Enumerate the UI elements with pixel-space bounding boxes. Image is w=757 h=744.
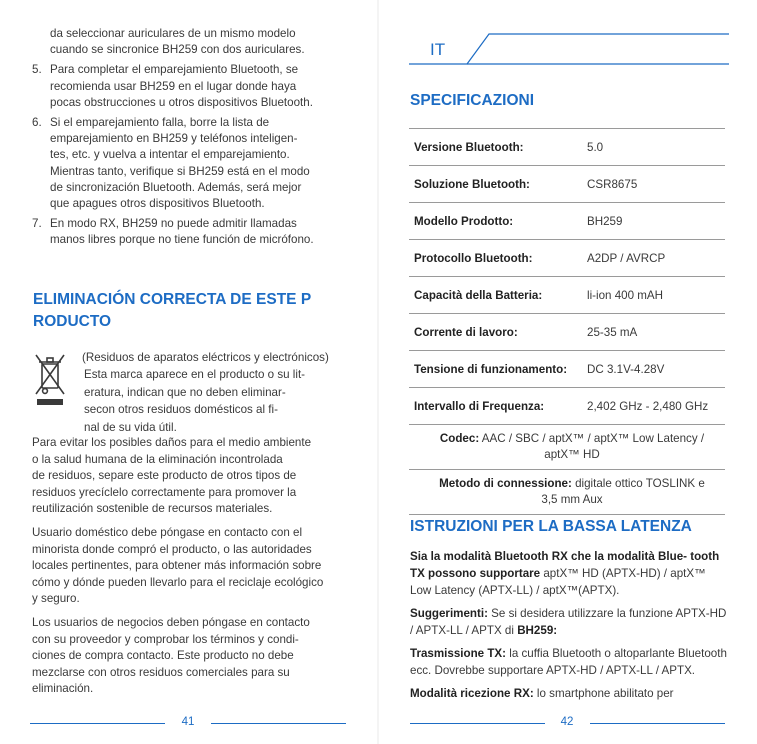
paragraph-line: ciones de compra contacto. Este producto no debe (32, 649, 294, 663)
step-line: pocas obstrucciones u otros dispositivos Bluetooth. (50, 95, 313, 109)
table-row (409, 388, 725, 425)
body-text: Se si desidera utilizzare la funzione APTX-HD / APTX-LL / APTX di (410, 607, 727, 637)
spec-value: digitale ottico TOSLINK e (575, 477, 705, 490)
page-number: 41 (181, 716, 195, 728)
language-tab-label: IT (430, 40, 446, 59)
table-row (409, 470, 725, 515)
paragraph-line: cómo y dónde pueden llevarlo para el reciclaje ecológico (32, 575, 324, 589)
footer-rule (30, 723, 165, 724)
paragraph (410, 685, 728, 702)
spec-key: Intervallo di Frequenza: (409, 388, 582, 425)
weee-line: Esta marca aparece en el producto o su lit- (84, 368, 306, 382)
bold-text: Trasmissione TX: (410, 647, 507, 660)
section-heading-low-latency: ISTRUZIONI PER LA BASSA LATENZA (410, 518, 692, 535)
spec-value: 3,5 mm Aux (541, 493, 603, 506)
section-heading-disposal (33, 289, 353, 333)
footer-rule (410, 723, 545, 724)
step-line: Para completar el emparejamiento Bluetooth, se (50, 63, 299, 77)
table-row (409, 240, 725, 277)
bold-text: Modalità ricezione RX: (410, 687, 534, 700)
spec-key: Soluzione Bluetooth: (409, 166, 582, 203)
step-line: Mientras tanto, verifique si BH259 está en el modo (50, 164, 310, 178)
paragraph (410, 605, 728, 639)
spec-key: Tensione di funzionamento: (409, 351, 582, 388)
paragraph-line: o la salud humana de la eliminación incontrolada (32, 452, 283, 466)
step-line: manos libres porque no tiene función de micrófono. (50, 233, 314, 247)
table-row (409, 351, 725, 388)
spec-value: CSR8675 (582, 166, 725, 203)
step-line: En modo RX, BH259 no puede admitir llamadas (50, 217, 297, 231)
spec-value: DC 3.1V-4.28V (582, 351, 725, 388)
numbered-steps (32, 26, 352, 253)
paragraph (32, 435, 352, 518)
weee-notice (82, 349, 352, 436)
page-right-content (379, 0, 757, 744)
paragraph (32, 615, 352, 698)
heading-line: RODUCTO (33, 313, 112, 330)
paragraph-line: mezclarse con otros residuos comerciales para su (32, 665, 290, 679)
paragraph-line: Usuario doméstico debe póngase en contacto con el (32, 525, 303, 539)
table-row (409, 425, 725, 470)
paragraph-line: Los usuarios de negocios deben póngase en contacto (32, 615, 310, 629)
step-number: 6. (32, 116, 42, 130)
paragraph-line: eliminación. (32, 682, 94, 696)
step-line: recomienda usar BH259 en el lugar donde haya (50, 79, 297, 93)
section-heading-specs: SPECIFICAZIONI (410, 92, 535, 109)
step-line: cuando se sincronice BH259 con dos auriculares. (50, 43, 305, 57)
weee-title: (Residuos de aparatos eléctricos y electrónicos) (82, 351, 329, 364)
paragraph (410, 645, 728, 679)
table-row (409, 166, 725, 203)
disposal-paragraphs (32, 435, 352, 705)
spec-key: Corrente di lavoro: (409, 314, 582, 351)
step-line: tes, etc. y vuelva a intentar el emparejamiento. (50, 148, 290, 162)
paragraph-line: Para evitar los posibles daños para el medio ambiente (32, 436, 312, 449)
spec-value: li-ion 400 mAH (582, 277, 725, 314)
weee-line: nal de su vida útil. (84, 420, 177, 434)
paragraph (410, 548, 728, 599)
table-row (409, 314, 725, 351)
footer-rule (590, 723, 725, 724)
step-line: Si el emparejamiento falla, borre la lista de (50, 116, 270, 130)
body-text: aptX™ HD (APTX-HD) / aptX™ Low Latency (APTX-LL) / aptX™(APTX). (410, 567, 706, 597)
spec-value: 5.0 (582, 129, 725, 166)
bold-text: Suggerimenti: (410, 607, 488, 620)
body-text: lo smartphone abilitato per (533, 687, 674, 700)
list-item (32, 216, 352, 248)
paragraph-line: locales pertinentes, para obtener más información sobre (32, 559, 322, 573)
step-number: 7. (32, 217, 42, 231)
step-number: 5. (32, 63, 42, 77)
paragraph (32, 525, 352, 608)
paragraph-line: y seguro. (32, 592, 80, 606)
list-item (32, 26, 352, 58)
table-row (409, 129, 725, 166)
footer-rule (211, 723, 346, 724)
list-item (32, 115, 352, 212)
table-row (409, 203, 725, 240)
spec-value: 25-35 mA (582, 314, 725, 351)
paragraph-line: de residuos, separe este producto de otros tipos de (32, 469, 297, 483)
codec-cell (409, 425, 725, 470)
step-line: emparejamiento en BH259 y teléfonos inteligen- (50, 132, 298, 146)
page-number: 42 (560, 716, 574, 728)
paragraph-line: con su proveedor y comprobar los términos y condi- (32, 632, 299, 646)
bold-text: Sia la modalità Bluetooth RX che la modalità Blue- tooth TX possono supportare (410, 550, 720, 580)
connection-cell (409, 470, 725, 515)
spec-value: AAC / SBC / aptX™ / aptX™ Low Latency / (481, 432, 705, 445)
spec-table (409, 128, 725, 515)
page-left (0, 0, 378, 744)
spec-value: aptX™ HD (544, 448, 600, 461)
list-item (32, 62, 352, 111)
spec-key: Codec: (439, 432, 480, 445)
table-row (409, 277, 725, 314)
step-line: da seleccionar auriculares de un mismo modelo (50, 27, 296, 40)
paragraph-line: minorista donde compró el producto, o las autoridades (32, 542, 312, 556)
paragraph-line: residuos yrecíclelo correctamente para promover la (32, 485, 297, 499)
paragraph-line: reutilización sostenible de recursos materiales. (32, 502, 273, 516)
spec-value: 2,402 GHz - 2,480 GHz (582, 388, 725, 425)
step-line: que apagues otros dispositivos Bluetooth. (50, 197, 265, 211)
spec-key: Modello Prodotto: (409, 203, 582, 240)
bold-text: BH259: (517, 624, 558, 637)
weee-line: eratura, indican que no deben eliminar- (84, 385, 286, 399)
spec-value: BH259 (582, 203, 725, 240)
spec-key: Versione Bluetooth: (409, 129, 582, 166)
low-latency-instructions (410, 548, 728, 708)
crossed-bin-icon (34, 352, 66, 406)
spec-key: Capacità della Batteria: (409, 277, 582, 314)
spec-value: A2DP / AVRCP (582, 240, 725, 277)
body-text: la cuffia Bluetooth o altoparlante Bluetooth ecc. Dovrebbe supportare APTX-HD / APTX-LL / APTX. (410, 647, 727, 677)
weee-line: secon otros residuos domésticos al fi- (84, 403, 278, 417)
heading-line: ELIMINACIÓN CORRECTA DE ESTE P (33, 291, 312, 308)
spec-key: Protocollo Bluetooth: (409, 240, 582, 277)
spec-key: Metodo di connessione: (439, 477, 572, 490)
step-line: de sincronización Bluetooth. Además, será mejor (50, 180, 302, 194)
